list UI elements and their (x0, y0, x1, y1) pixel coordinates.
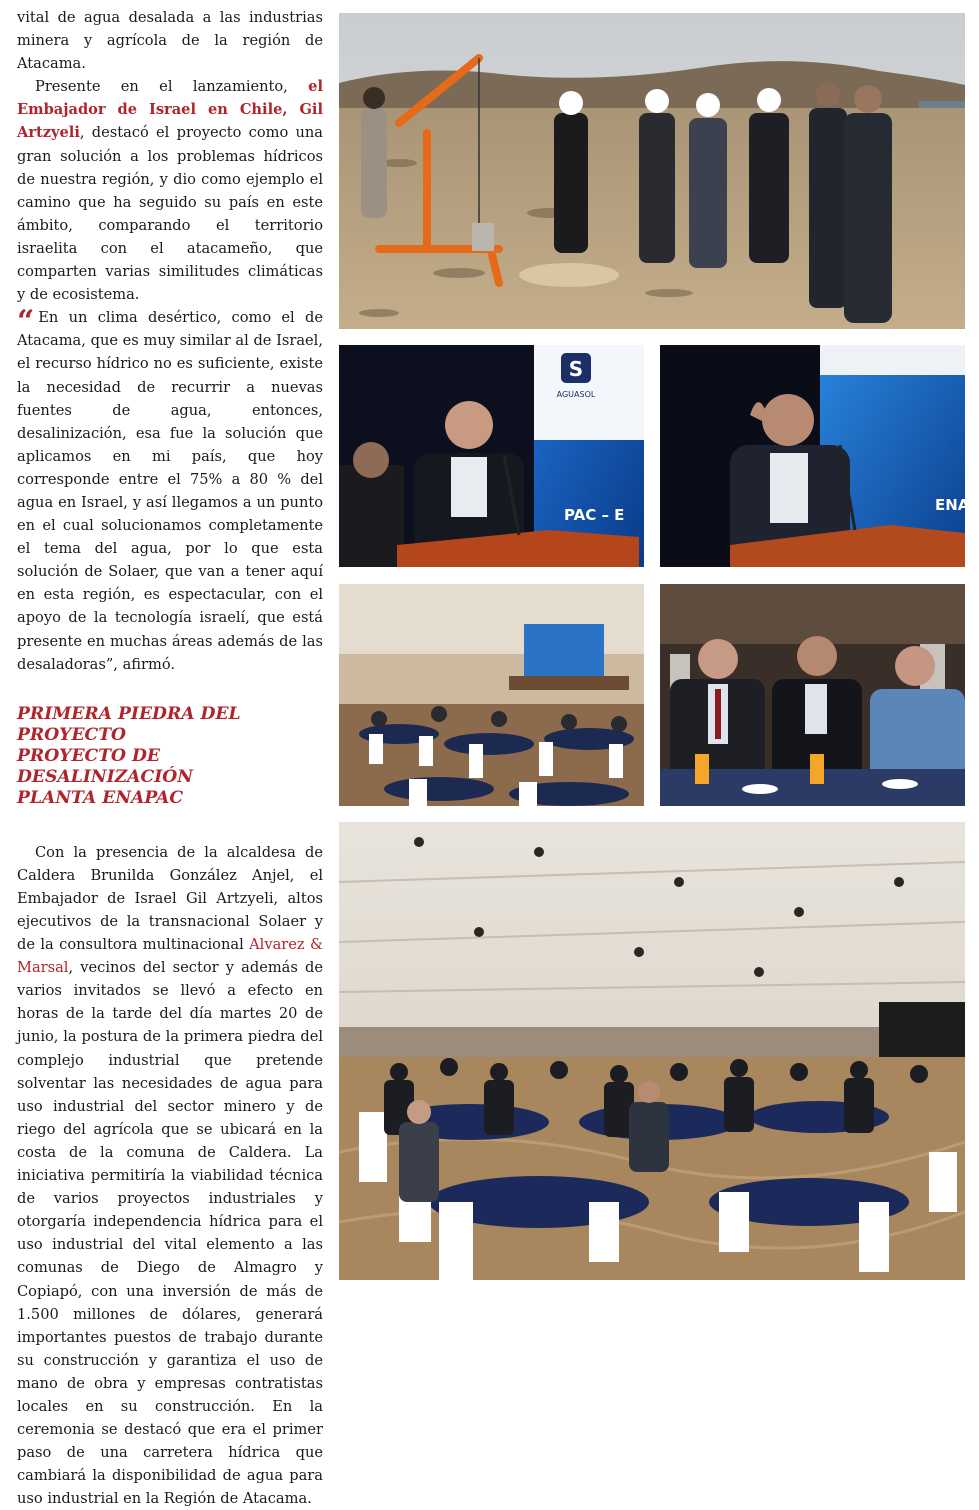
paragraph-ceremony (17, 841, 323, 1510)
photo-guests-table (660, 584, 965, 806)
paragraph-ambassador (17, 75, 323, 306)
paragraph-ambassador-lead: Presente en el lanzamiento, (35, 78, 309, 96)
quote-mark-icon: “ (17, 304, 35, 340)
heading-line-3: PLANTA ENAPAC (17, 787, 184, 808)
svg-text:S: S (568, 357, 584, 381)
photo-speaker-enapac (660, 345, 970, 567)
paragraph-ambassador-rest: , destacó el proyecto como una gran solución a los problemas hídricos de nuestra región, y dio como ejemplo el camino que ha seguido su país en este ámbito, comparando el territorio israelita con el atacameño, que comparten varias similitudes climáticas y de ecosistema. (17, 124, 323, 304)
screen-sign-partial: ENA (935, 496, 970, 514)
quote-paragraph (17, 306, 323, 676)
heading-line-2: PROYECTO DE DESALINIZACIÓN (17, 745, 193, 787)
paragraph-ceremony-lead: Con la presencia de la alcaldesa de Caldera Brunilda González Anjel, el Embajador de Israel Gil Artzyeli, altos ejecutivos de la transnacional Solaer y de la consultora multinacional (17, 843, 323, 954)
screen-caption: PAC – E (564, 506, 625, 524)
aguasol-logo-text: AGUASOL (556, 390, 596, 399)
photo-ballroom-stage (339, 584, 644, 806)
photo-speaker-aguasol (339, 345, 644, 567)
article-column (17, 6, 323, 1510)
photo-ballroom-wide (339, 822, 965, 1280)
paragraph-intro: vital de agua desalada a las industrias minera y agrícola de la región de Atacama. (17, 9, 323, 73)
alvarez-marsal-link[interactable]: Alvarez & Marsal (17, 936, 323, 977)
section-heading (17, 704, 323, 809)
photo-desert-ceremony (339, 13, 965, 329)
ambassador-highlight: el Embajador de Israel en Chile, Gil Artzyeli (17, 78, 323, 142)
quote-text: En un clima desértico, como el de Atacama, que es muy similar al de Israel, el recurso hídrico no es suficiente, existe la necesidad de recurrir a nuevas fuentes de agua, entonces, desalinización, esa fue la solución que aplicamos en mi país, que hoy corresponde entre el 75% a 80 % del agua en Israel, y así llegamos a un punto en el cual solucionamos completamente el tema del agua, por lo que esta solución de Solaer, que van a tener aquí en esta región, es espectacular, con el apoyo de la tecnología israelí, que está presente en muchas áreas además de las desaladoras”, afirmó. (17, 309, 323, 673)
heading-line-1: PRIMERA PIEDRA DEL PROYECTO (17, 703, 241, 745)
paragraph-ceremony-rest: , vecinos del sector y además de varios invitados se llevó a efecto en horas de la tarde del día martes 20 de junio, la postura de la primera piedra del complejo industrial que pretende solventar las necesidades de agua para uso industrial del sector minero y de riego del agrícola que se ubicará en la costa de la comuna de Caldera. La iniciativa permitiría la viabilidad técnica de varios proyectos industriales y otorgaría independencia hídrica para el uso industrial del vital elemento a las comunas de Diego de Almagro y Copiapó, con una inversión de más de 1.500 millones de dólares, generará importantes puestos de trabajo durante su construcción y garantiza el uso de mano de obra y empresas contratistas locales en su construcción. En la ceremonia se destacó que era el primer paso de una carretera hídrica que cambiará la disponibilidad de agua para uso industrial en la Región de Atacama. (17, 959, 323, 1508)
